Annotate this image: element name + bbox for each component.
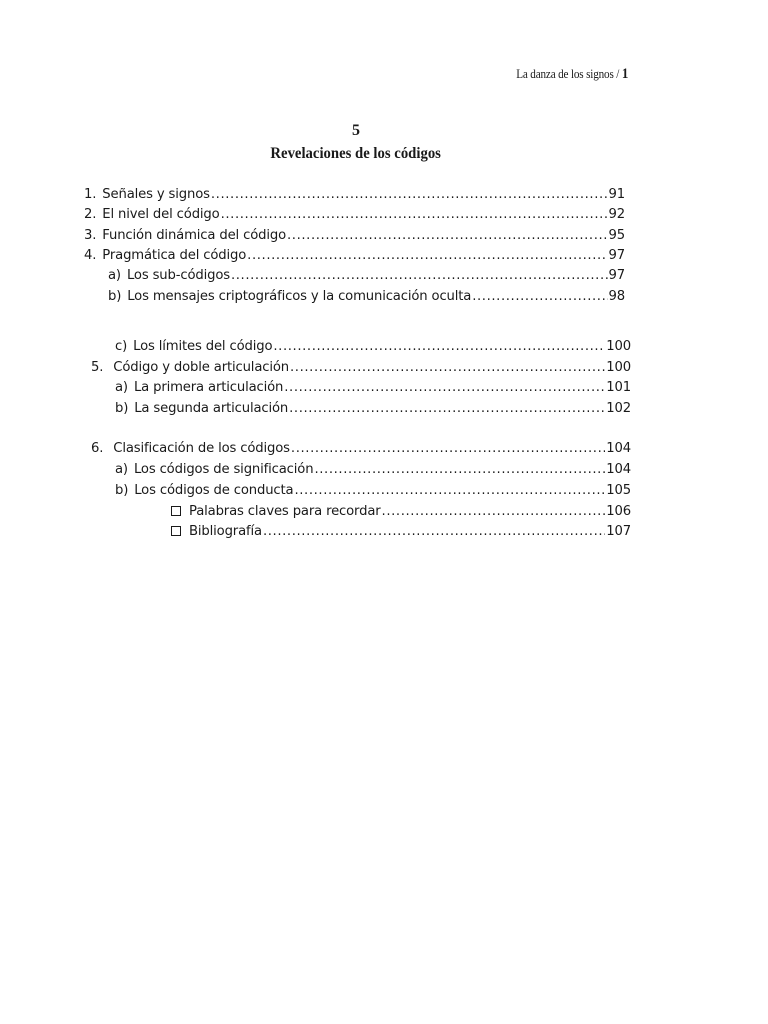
toc-entry-number: 2. xyxy=(84,207,97,222)
chapter-title-text: Revelaciones de los códigos xyxy=(270,145,442,162)
toc-entry-page: 106 xyxy=(606,504,631,519)
toc-entry-number: a) xyxy=(115,462,128,477)
toc-entry xyxy=(171,502,631,522)
toc-entry-number: 6. xyxy=(91,441,104,456)
toc-entry-number: 1. xyxy=(84,187,97,202)
toc-leader-dots xyxy=(382,502,606,522)
toc-entry-label: Los sub-códigos xyxy=(126,268,230,283)
toc-entry-page: 104 xyxy=(606,441,631,456)
toc-entry-page: 102 xyxy=(606,401,631,416)
toc-entry-label: Código y doble articulación xyxy=(113,360,289,375)
toc-leader-dots xyxy=(211,185,608,205)
toc-entry-label: Los códigos de significación xyxy=(133,462,314,477)
toc-entry-page: 95 xyxy=(608,228,625,243)
toc-leader-dots xyxy=(247,246,607,266)
toc-entry-page: 97 xyxy=(608,268,625,283)
toc-entry-page: 107 xyxy=(606,524,631,539)
toc-entry-page: 97 xyxy=(608,248,625,263)
toc-entry-label: Los códigos de conducta xyxy=(134,483,294,498)
toc-entry xyxy=(84,226,625,246)
toc-entry-number: c) xyxy=(115,339,128,354)
toc-entry-page: 104 xyxy=(606,462,631,477)
toc-entry-page: 98 xyxy=(608,289,625,304)
checkbox-icon xyxy=(171,526,181,536)
toc-leader-dots xyxy=(273,337,605,357)
toc-entry-label: El nivel del código xyxy=(102,207,220,222)
toc-entry-page: 105 xyxy=(606,483,631,498)
toc-entry xyxy=(171,522,631,542)
toc-entry xyxy=(115,481,631,501)
toc-entry xyxy=(108,266,625,286)
toc-entry-label: La segunda articulación xyxy=(134,401,289,416)
toc-entry xyxy=(108,287,625,307)
toc-leader-dots xyxy=(472,287,607,307)
toc-entry xyxy=(115,399,631,419)
toc-entry xyxy=(115,378,631,398)
toc-leader-dots xyxy=(294,481,605,501)
toc-entry-page: 100 xyxy=(606,339,631,354)
toc-entry-label: Los mensajes criptográficos y la comunicación oculta xyxy=(127,289,472,304)
toc-entry-number: b) xyxy=(115,483,129,498)
toc-entry-page: 101 xyxy=(606,380,631,395)
toc-entry xyxy=(91,439,631,459)
chapter-title xyxy=(0,145,712,163)
toc-entry xyxy=(115,460,631,480)
toc-entry-label: Pragmática del código xyxy=(102,248,247,263)
toc-entry-label: Los límites del código xyxy=(133,339,273,354)
toc-entry xyxy=(84,246,625,266)
toc-entry-number: b) xyxy=(108,289,122,304)
checkbox-icon xyxy=(171,506,181,516)
toc-entry-label: Señales y signos xyxy=(102,187,210,202)
toc-entry xyxy=(84,185,625,205)
toc-entry xyxy=(115,337,631,357)
chapter-number: 5 xyxy=(352,122,360,139)
toc-entry-page: 91 xyxy=(608,187,625,202)
toc-leader-dots xyxy=(263,522,605,542)
toc-leader-dots xyxy=(221,205,608,225)
toc-entry-label: Bibliografía xyxy=(189,524,262,539)
toc-leader-dots xyxy=(291,439,605,459)
toc-entry-label: Función dinámica del código xyxy=(102,228,287,243)
toc-entry-number: b) xyxy=(115,401,129,416)
running-header xyxy=(516,66,628,83)
toc-entry-number: 4. xyxy=(84,248,97,263)
toc-entry-number: 3. xyxy=(84,228,97,243)
toc-entry-number: a) xyxy=(115,380,128,395)
running-title: La danza de los signos / xyxy=(516,66,620,81)
page-number: 1 xyxy=(621,66,628,82)
toc-leader-dots xyxy=(284,378,605,398)
toc-entry-label: Palabras claves para recordar xyxy=(189,504,381,519)
toc-leader-dots xyxy=(231,266,608,286)
toc-entry-label: Clasificación de los códigos xyxy=(113,441,290,456)
toc-entry-page: 92 xyxy=(608,207,625,222)
toc-entry xyxy=(91,358,631,378)
toc-leader-dots xyxy=(290,358,605,378)
toc-entry-number: 5. xyxy=(91,360,104,375)
toc-leader-dots xyxy=(314,460,605,480)
toc-entry-label: La primera articulación xyxy=(133,380,284,395)
toc-entry-number: a) xyxy=(108,268,121,283)
toc-leader-dots xyxy=(287,226,608,246)
toc-entry xyxy=(84,205,625,225)
toc-entry-page: 100 xyxy=(606,360,631,375)
toc-leader-dots xyxy=(289,399,605,419)
